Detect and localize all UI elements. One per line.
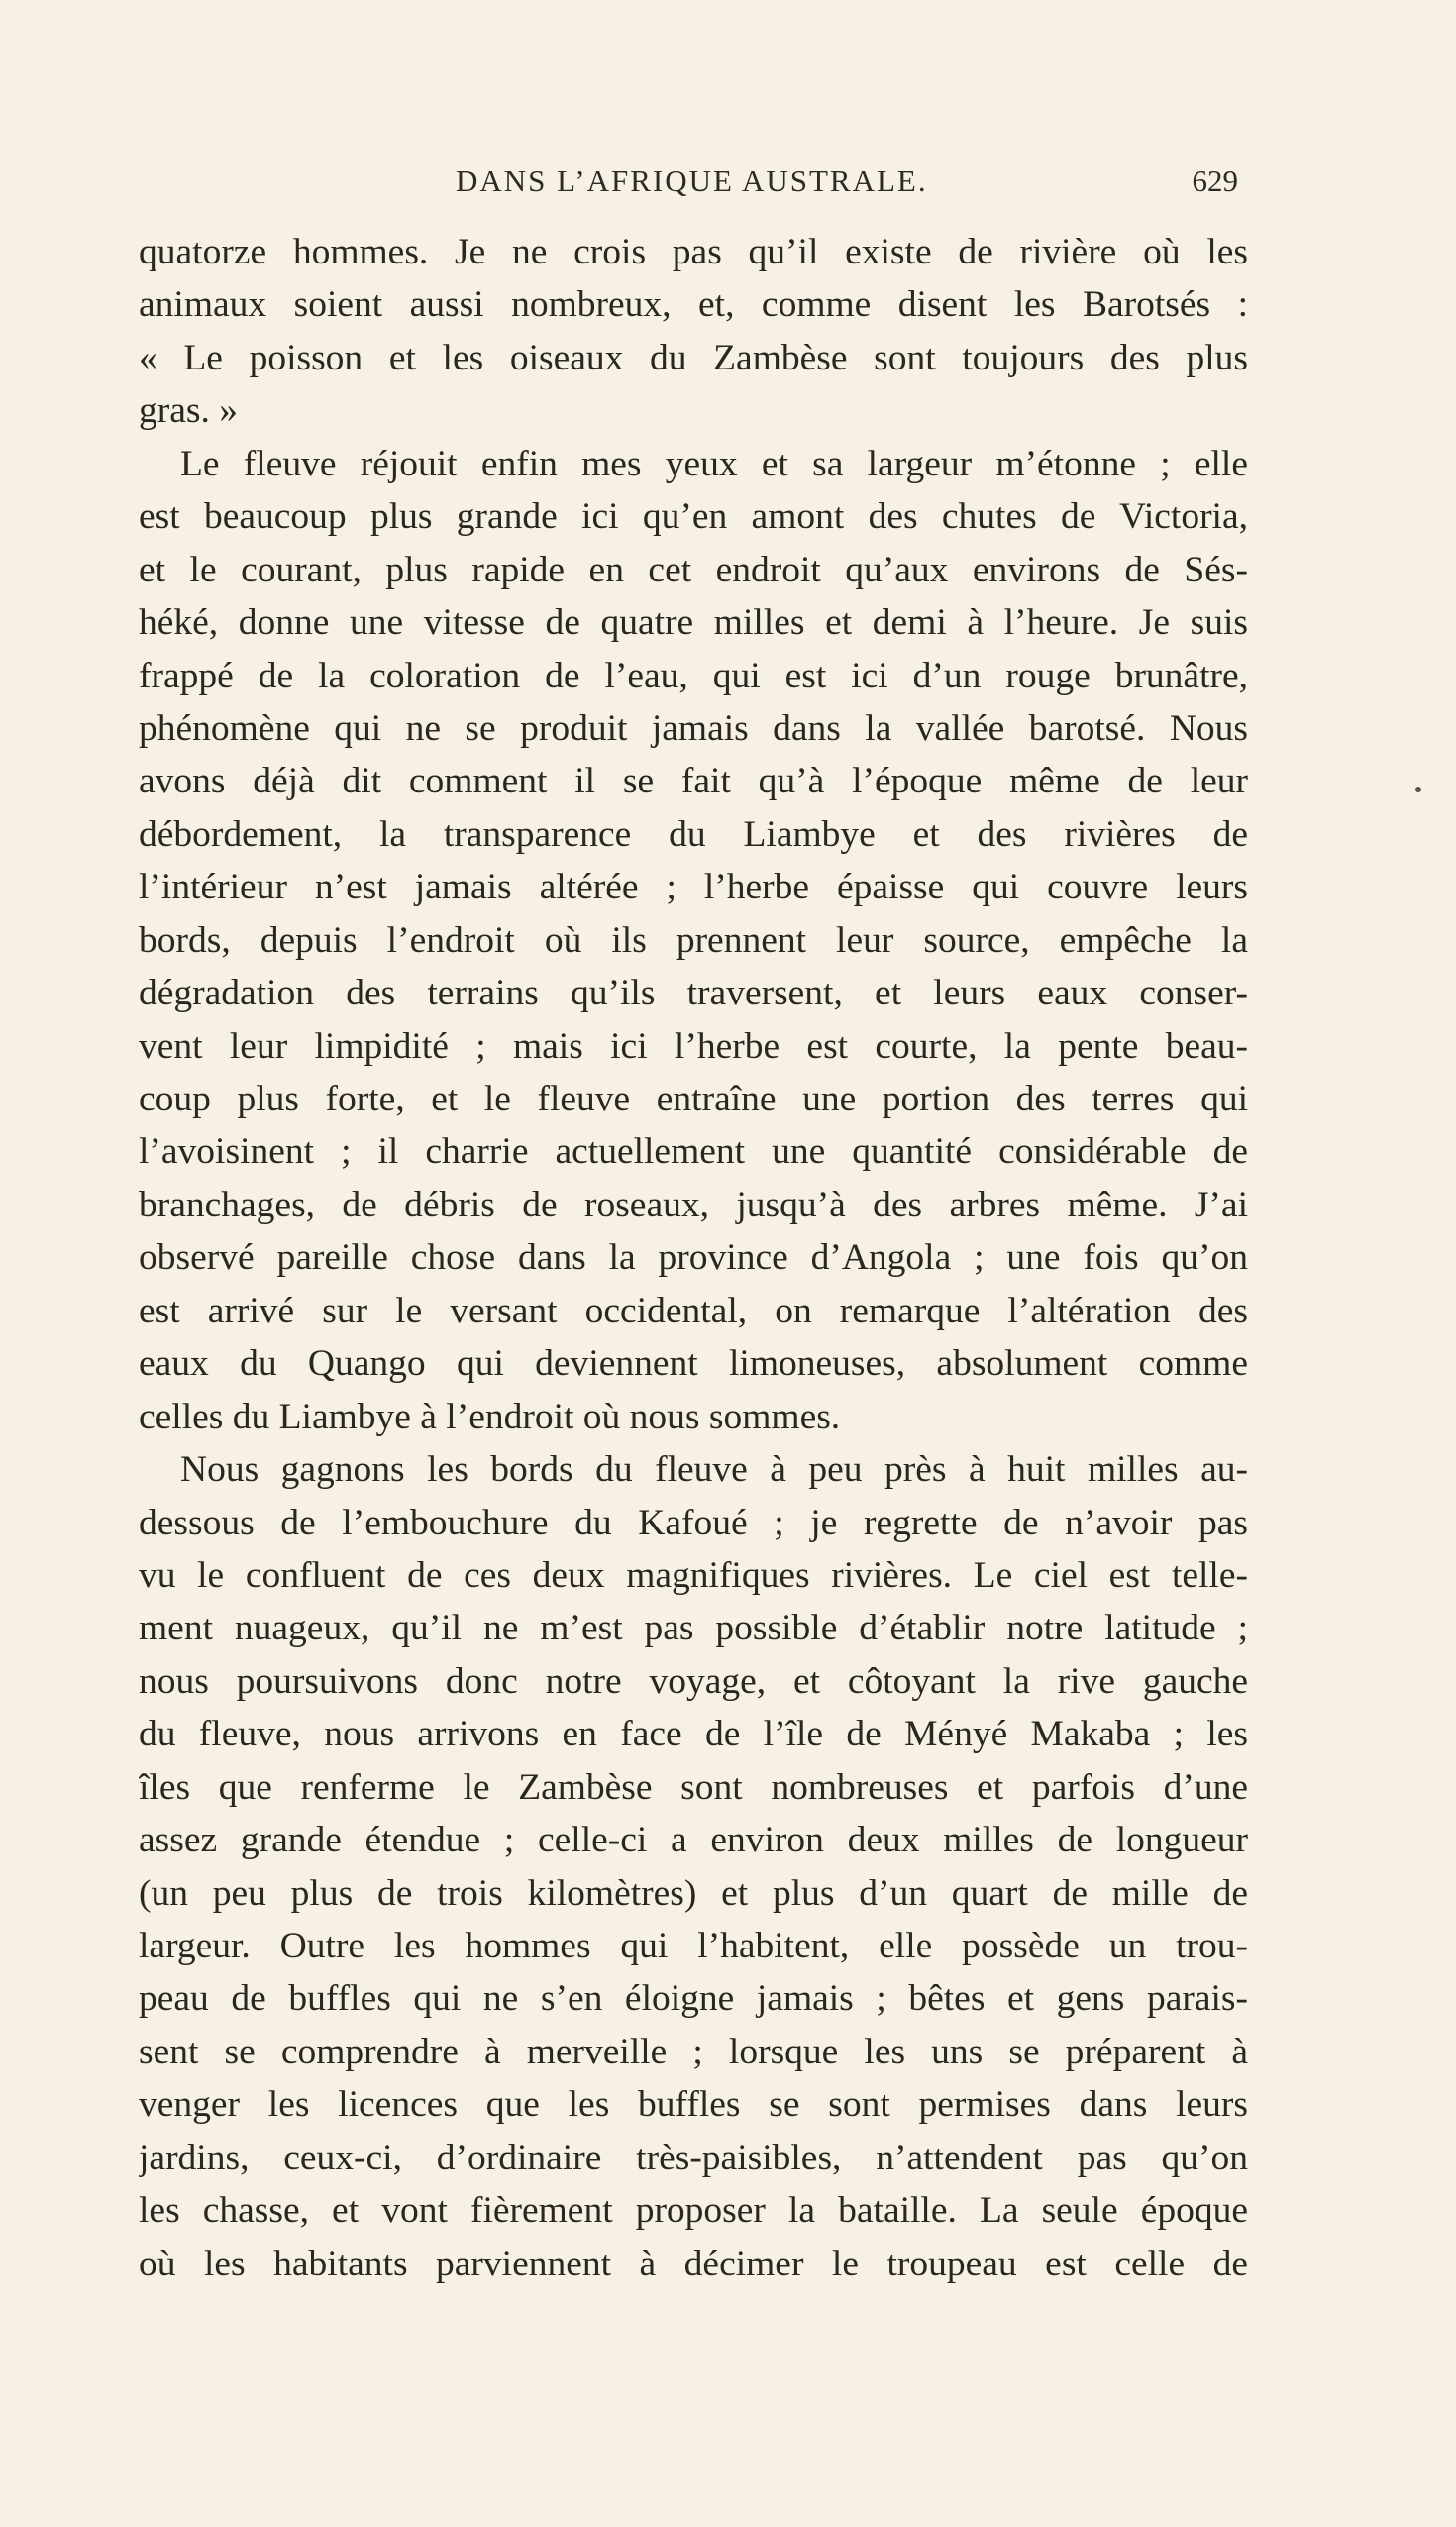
text-line: héké, donne une vitesse de quatre milles et demi à l’heure. Je suis bbox=[139, 602, 1248, 644]
text-line: l’avoisinent ; il charrie actuellement une quantité considérable de bbox=[139, 1131, 1248, 1173]
text-line: débordement, la transparence du Liambye et des rivières de bbox=[139, 813, 1248, 855]
text-line: est arrivé sur le versant occidental, on remarque l’altération des bbox=[139, 1290, 1248, 1331]
text-line: « Le poisson et les oiseaux du Zambèse sont toujours des plus bbox=[139, 337, 1248, 378]
text-line: est beaucoup plus grande ici qu’en amont des chutes de Victoria, bbox=[139, 496, 1248, 538]
text-line: animaux soient aussi nombreux, et, comme disent les Barotsés : bbox=[139, 284, 1248, 326]
text-line: îles que renferme le Zambèse sont nombreuses et parfois d’une bbox=[139, 1766, 1248, 1808]
text-line: phénomène qui ne se produit jamais dans la vallée barotsé. Nous bbox=[139, 707, 1248, 749]
text-line: vent leur limpidité ; mais ici l’herbe est courte, la pente beau- bbox=[139, 1025, 1248, 1067]
text-line: celles du Liambye à l’endroit où nous sommes. bbox=[139, 1396, 841, 1437]
text-line: ment nuageux, qu’il ne m’est pas possible d’établir notre latitude ; bbox=[139, 1608, 1248, 1649]
text-line: les chasse, et vont fièrement proposer la bataille. La seule époque bbox=[139, 2190, 1248, 2232]
text-line: quatorze hommes. Je ne crois pas qu’il existe de rivière où les bbox=[139, 232, 1248, 272]
text-line: (un peu plus de trois kilomètres) et plus d’un quart de mille de bbox=[139, 1872, 1248, 1914]
body-text bbox=[139, 226, 1248, 2290]
text-line: assez grande étendue ; celle-ci a environ deux milles de longueur bbox=[139, 1820, 1248, 1861]
text-line: coup plus forte, et le fleuve entraîne une portion des terres qui bbox=[139, 1079, 1248, 1119]
paragraph-start-line: Le fleuve réjouit enfin mes yeux et sa largeur m’étonne ; elle bbox=[180, 443, 1248, 484]
text-line: où les habitants parviennent à décimer le troupeau est celle de bbox=[139, 2243, 1248, 2284]
text-line: gras. » bbox=[139, 390, 238, 432]
text-line: l’intérieur n’est jamais altérée ; l’herbe épaisse qui couvre leurs bbox=[139, 867, 1248, 908]
page-number: 629 bbox=[1192, 163, 1238, 198]
text-line: bords, depuis l’endroit où ils prennent leur source, empêche la bbox=[139, 919, 1248, 961]
text-line: branchages, de débris de roseaux, jusqu’à des arbres même. J’ai bbox=[139, 1184, 1248, 1225]
text-line: jardins, ceux-ci, d’ordinaire très-paisibles, n’attendent pas qu’on bbox=[139, 2137, 1248, 2178]
text-line: largeur. Outre les hommes qui l’habitent, elle possède un trou- bbox=[139, 1926, 1248, 1966]
text-line: vu le confluent de ces deux magnifiques rivières. Le ciel est telle- bbox=[139, 1554, 1248, 1596]
text-line: venger les licences que les buffles se sont permises dans leurs bbox=[139, 2084, 1248, 2126]
text-line: eaux du Quango qui deviennent limoneuses, absolument comme bbox=[139, 1343, 1248, 1385]
text-line: sent se comprendre à merveille ; lorsque les uns se préparent à bbox=[139, 2031, 1248, 2072]
text-line: avons déjà dit comment il se fait qu’à l’époque même de leur bbox=[139, 761, 1248, 802]
paragraph-start-line: Nous gagnons les bords du fleuve à peu près à huit milles au- bbox=[180, 1449, 1248, 1491]
text-line: dégradation des terrains qu’ils traversent, et leurs eaux conser- bbox=[139, 973, 1248, 1014]
text-line: du fleuve, nous arrivons en face de l’île de Ményé Makaba ; les bbox=[139, 1714, 1248, 1755]
text-line: peau de buffles qui ne s’en éloigne jamais ; bêtes et gens parais- bbox=[139, 1978, 1248, 2020]
text-line: observé pareille chose dans la province d’Angola ; une fois qu’on bbox=[139, 1237, 1248, 1279]
text-line: et le courant, plus rapide en cet endroit qu’aux environs de Sés- bbox=[139, 549, 1248, 590]
text-line: frappé de la coloration de l’eau, qui est ici d’un rouge brunâtre, bbox=[139, 655, 1248, 696]
running-header bbox=[139, 163, 1238, 207]
text-line: nous poursuivons donc notre voyage, et côtoyant la rive gauche bbox=[139, 1660, 1248, 1702]
margin-ink-speck bbox=[1415, 787, 1421, 792]
running-title: DANS L’AFRIQUE AUSTRALE. bbox=[456, 163, 928, 198]
text-line: dessous de l’embouchure du Kafoué ; je regrette de n’avoir pas bbox=[139, 1502, 1248, 1543]
